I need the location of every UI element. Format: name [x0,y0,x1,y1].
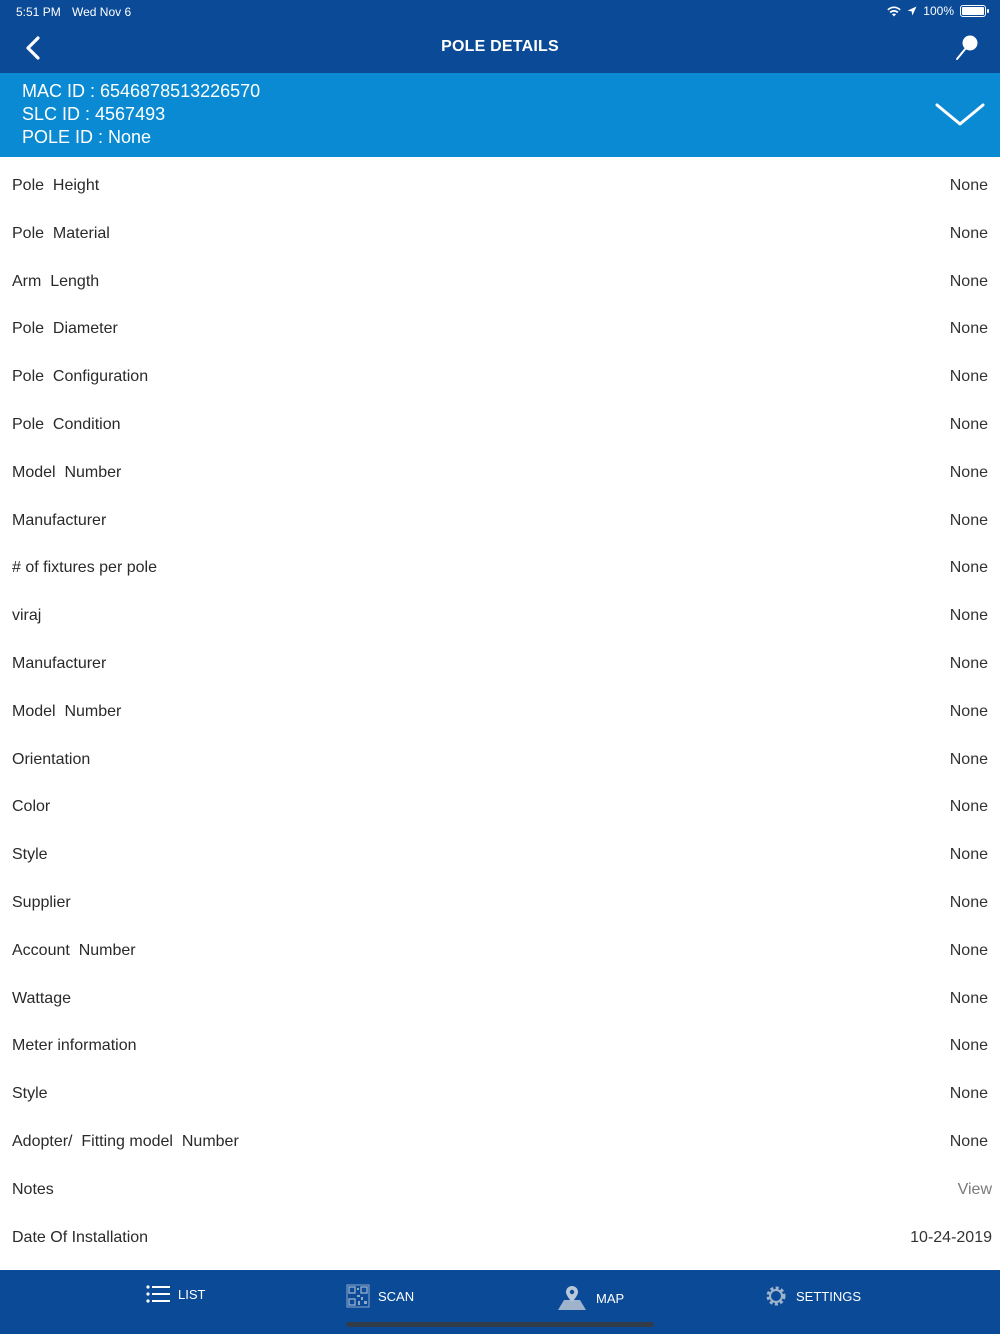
detail-label: Pole Configuration [12,368,149,386]
installation-date-value: 10-24-2019 [910,1228,992,1246]
tab-settings-label: SETTINGS [796,1288,862,1304]
qr-code-icon [346,1284,370,1308]
gear-icon [764,1284,788,1308]
slc-id: SLC ID : 4567493 [22,104,166,124]
detail-row [0,449,1000,497]
wifi-icon [887,6,901,17]
page-title: POLE DETAILS [441,38,559,55]
detail-value: None [949,798,988,816]
detail-row [0,879,1000,927]
battery-percent: 100% [923,4,954,18]
detail-label: Pole Height [12,177,100,194]
detail-label: Style [12,1085,48,1103]
status-date: Wed Nov 6 [72,5,132,19]
detail-row [0,544,1000,592]
home-indicator [346,1322,654,1327]
detail-value: None [949,1085,988,1103]
detail-value: None [949,846,988,864]
detail-label: Arm Length [12,272,100,290]
tab-scan-label: SCAN [378,1288,415,1304]
detail-row [0,353,1000,401]
tab-list-label: LIST [178,1286,206,1302]
detail-row [0,1070,1000,1118]
detail-row [0,305,1000,353]
detail-label: Model Number [12,702,122,720]
detail-value: None [949,893,988,911]
tab-settings[interactable] [764,1284,861,1308]
detail-label: Account Number [12,941,136,959]
detail-row [0,736,1000,784]
detail-value: None [949,415,988,433]
detail-row [0,592,1000,640]
list-icon [146,1284,170,1304]
detail-value: None [949,272,988,290]
notes-row [0,1166,1000,1214]
detail-row [0,927,1000,975]
status-time: 5:51 PM [16,5,61,19]
detail-value: None [949,941,988,959]
detail-value: None [949,989,988,1007]
detail-label: Manufacturer [12,654,107,672]
location-arrow-icon [907,6,917,16]
detail-row [0,497,1000,545]
detail-label: Supplier [12,893,71,911]
detail-row [0,975,1000,1023]
detail-row [0,1022,1000,1070]
detail-label: Model Number [12,463,122,481]
detail-value: None [949,511,988,529]
navigation-bar [0,0,1000,73]
detail-value: None [949,320,988,338]
detail-row [0,1118,1000,1166]
detail-label: Pole Diameter [12,320,118,338]
detail-row [0,401,1000,449]
tab-map-label: MAP [596,1290,625,1306]
detail-value: None [949,702,988,720]
pole-details-list [0,162,1000,1261]
detail-value: None [949,654,988,672]
detail-value: None [949,1132,988,1150]
detail-label: Orientation [12,750,91,768]
detail-label: Pole Material [12,224,110,242]
notes-view-link[interactable]: View [957,1180,992,1198]
tab-map[interactable] [556,1284,624,1312]
detail-label: Manufacturer [12,511,107,529]
mac-id: MAC ID : 6546878513226570 [22,81,261,101]
detail-label: Wattage [12,989,71,1007]
detail-label: Style [12,846,48,864]
detail-value: None [949,177,988,194]
detail-value: None [949,463,988,481]
status-bar [0,0,1000,24]
detail-value: None [949,368,988,386]
detail-label: viraj [12,607,42,625]
detail-row [0,210,1000,258]
detail-value: None [949,750,988,768]
map-icon [556,1284,588,1312]
detail-row [0,162,1000,210]
battery-icon [960,5,986,17]
chevron-down-icon[interactable] [934,99,986,129]
detail-value: None [949,1037,988,1055]
detail-label: Adopter/ Fitting model Number [12,1132,239,1150]
notes-label: Notes [12,1180,54,1198]
installation-date-label: Date Of Installation [12,1228,149,1246]
pole-id: POLE ID : None [22,127,152,147]
tab-list[interactable] [146,1284,205,1304]
detail-label: # of fixtures per pole [12,559,157,577]
device-info-banner [0,73,1000,157]
map-pin-icon[interactable] [954,34,980,62]
status-right [887,4,986,18]
detail-label: Pole Condition [12,415,121,433]
detail-row [0,831,1000,879]
detail-row [0,688,1000,736]
detail-value: None [949,607,988,625]
detail-row [0,258,1000,306]
tab-scan[interactable] [346,1284,414,1308]
detail-value: None [949,224,988,242]
detail-label: Meter information [12,1037,137,1055]
detail-row [0,783,1000,831]
detail-label: Color [12,798,51,816]
detail-value: None [949,559,988,577]
installation-date-row [0,1214,1000,1262]
detail-row [0,640,1000,688]
